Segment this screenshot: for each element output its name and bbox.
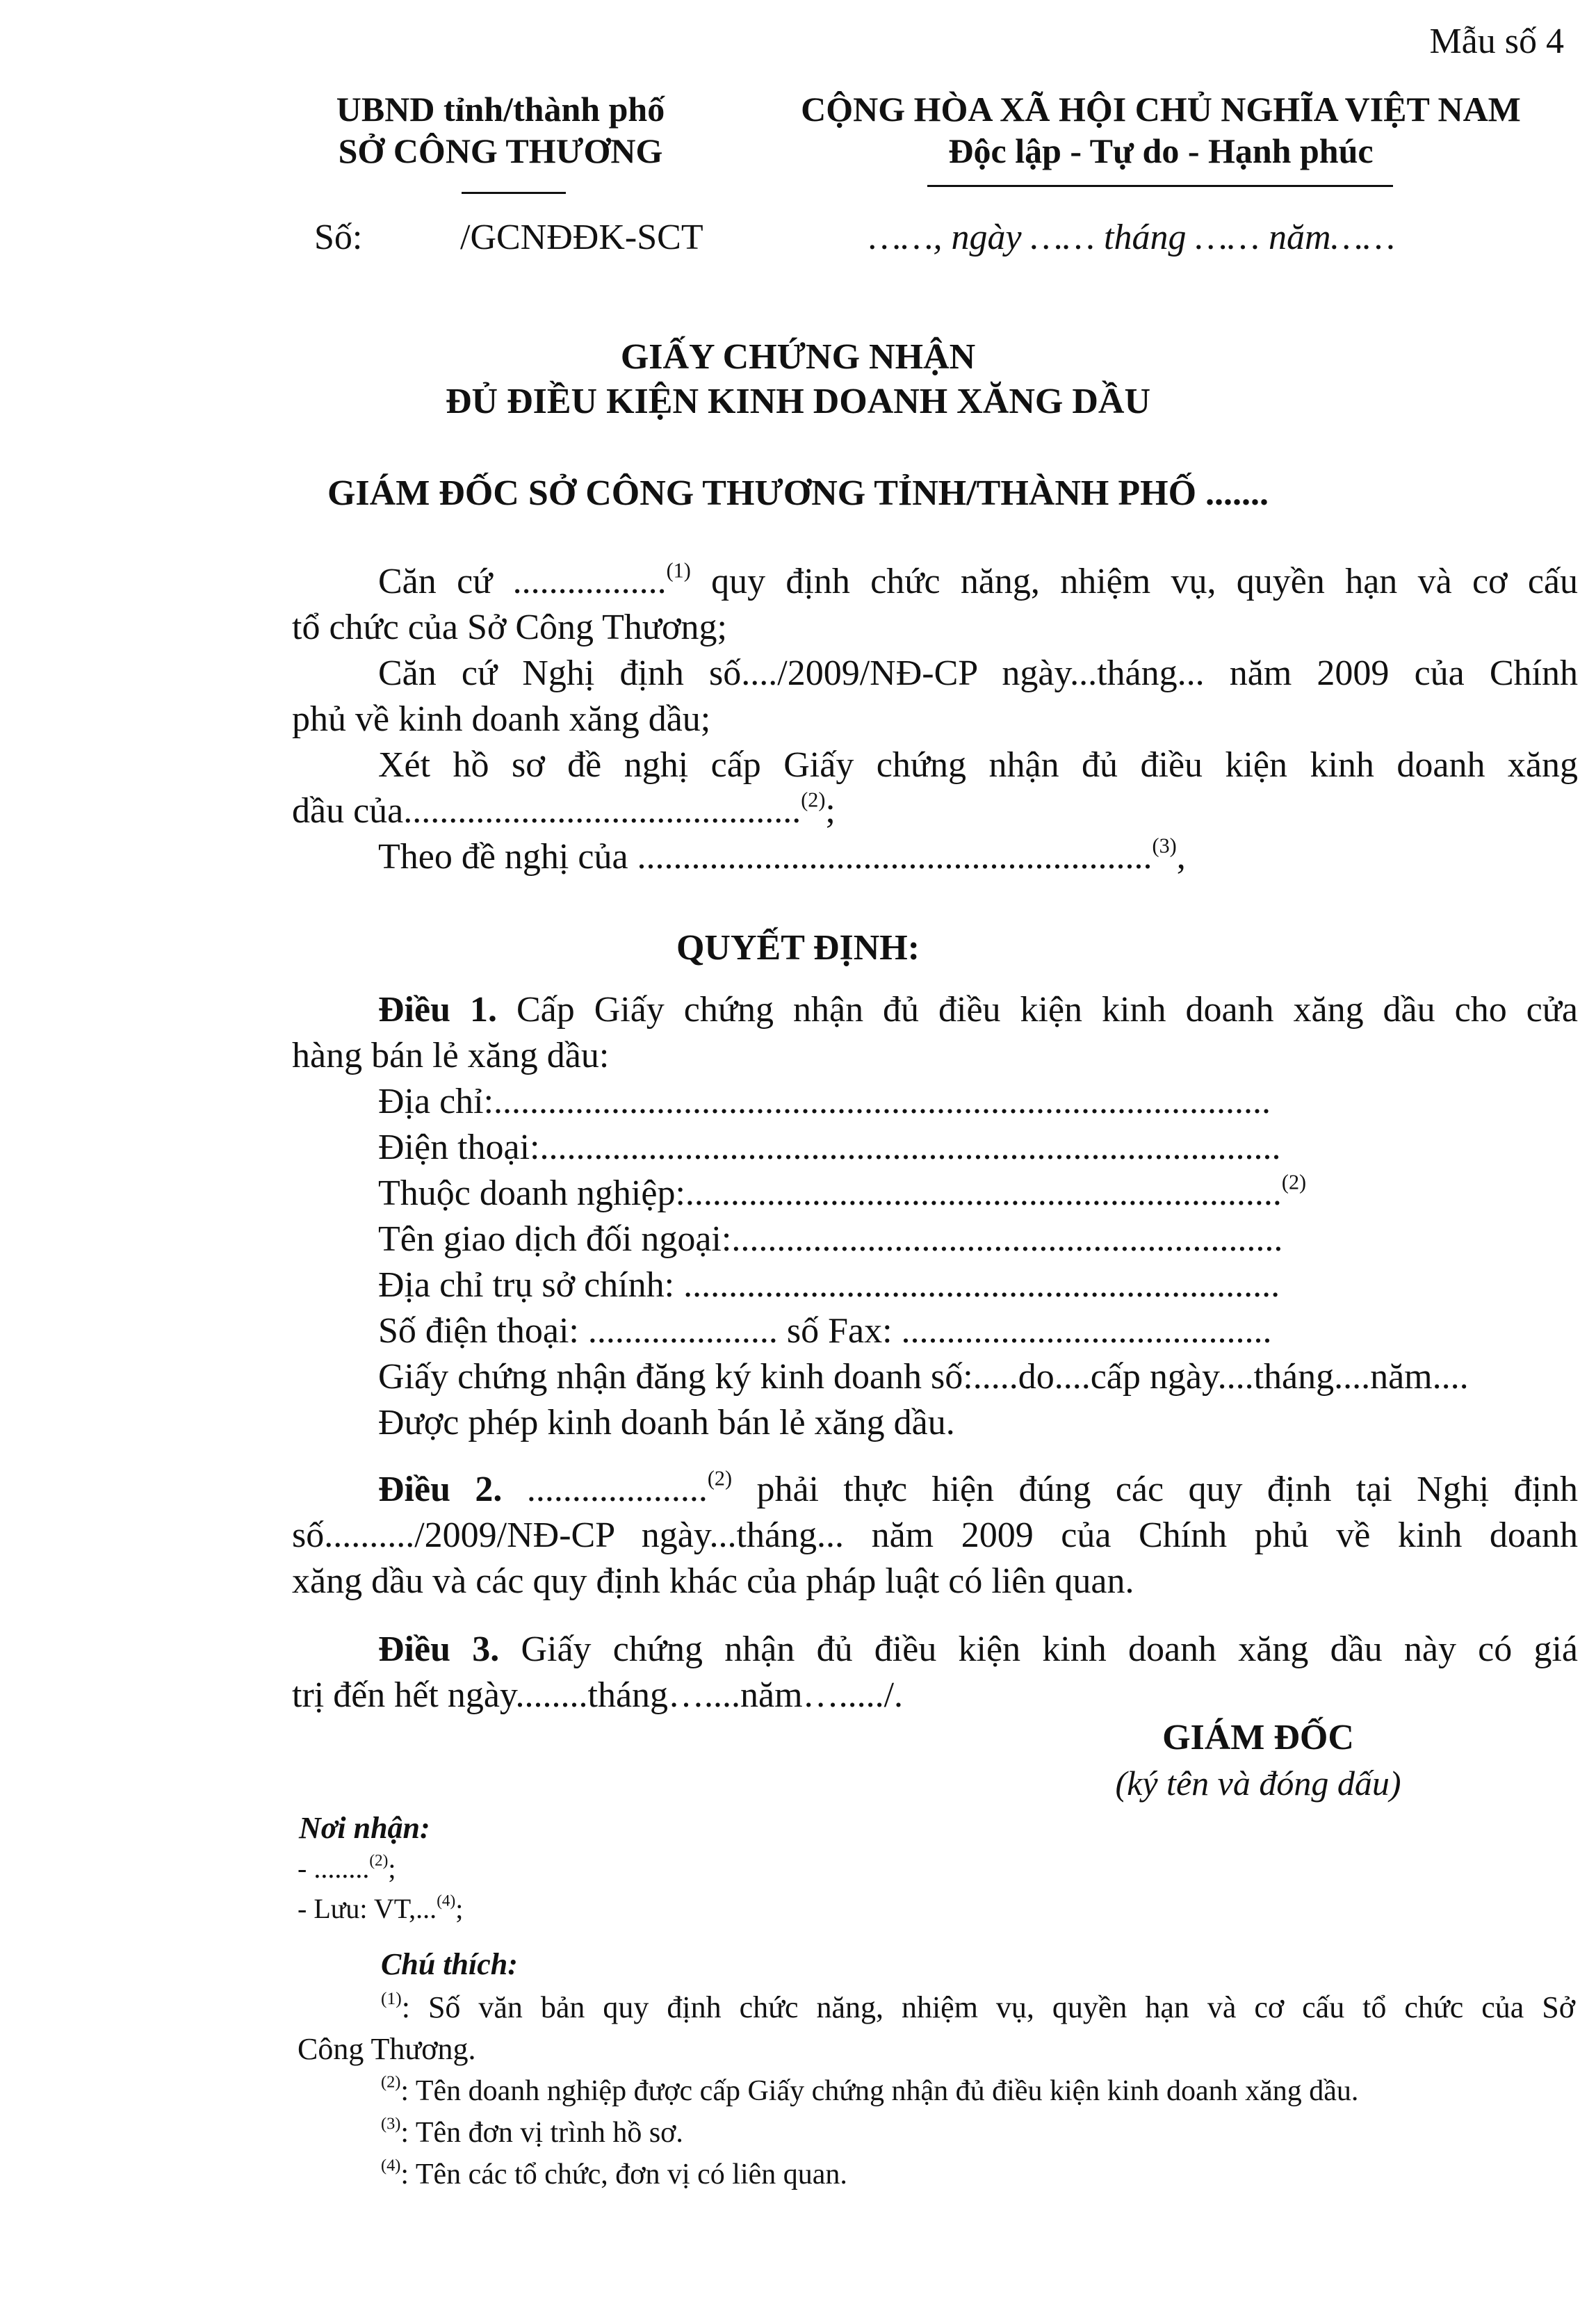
signature-title: GIÁM ĐỐC bbox=[1162, 1718, 1354, 1757]
note-1 bbox=[298, 1987, 1575, 2029]
article-1-text: Cấp Giấy chứng nhận đủ điều kiện kinh doanh xăng dầu cho cửa bbox=[516, 990, 1579, 1030]
header-left-rule bbox=[462, 192, 566, 194]
note-4 bbox=[298, 2154, 1575, 2195]
note-2-text: : Tên doanh nghiệp được cấp Giấy chứng nhận đủ điều kiện kinh doanh xăng dầu. bbox=[400, 2075, 1359, 2107]
recipient-item-2 bbox=[298, 1892, 463, 1925]
article-2-text: phải thực hiện đúng các quy định tại Nghị định bbox=[756, 1470, 1579, 1509]
field-head-office: Địa chỉ trụ sở chính: .................................................................. bbox=[378, 1265, 1280, 1305]
footnote-ref-2: (2) bbox=[707, 1466, 733, 1490]
article-3-label: Điều 3. bbox=[378, 1629, 500, 1669]
preamble-line-4: phủ về kinh doanh xăng dầu; bbox=[292, 699, 711, 739]
article-1-label: Điều 1. bbox=[378, 990, 497, 1030]
form-number: Mẫu số 4 bbox=[1429, 22, 1564, 61]
article-2 bbox=[292, 1467, 1578, 1604]
document-number-code: /GCNĐĐK-SCT bbox=[460, 218, 703, 257]
preamble-line-3: Căn cứ Nghị định số..../2009/NĐ-CP ngày...tháng... năm 2009 của Chính bbox=[378, 653, 1578, 693]
punctuation: ; bbox=[455, 1893, 464, 1924]
article-3-line-1 bbox=[292, 1627, 1578, 1673]
preamble-line-5: Xét hồ sơ đề nghị cấp Giấy chứng nhận đủ điều kiện kinh doanh xăng bbox=[378, 745, 1578, 785]
article-3 bbox=[292, 1627, 1578, 1718]
punctuation: ; bbox=[388, 1853, 396, 1884]
footnote-ref-3: (3) bbox=[1152, 834, 1177, 858]
issuing-authority: GIÁM ĐỐC SỞ CÔNG THƯƠNG TỈNH/THÀNH PHỐ ....... bbox=[327, 473, 1269, 513]
preamble-line-2: tổ chức của Sở Công Thương; bbox=[292, 608, 728, 647]
article-2-line-2: số........../2009/NĐ-CP ngày...tháng... năm 2009 của Chính phủ về kinh doanh bbox=[292, 1515, 1578, 1555]
field-foreign-name: Tên giao dịch đối ngoại:............................................................. bbox=[378, 1219, 1283, 1259]
national-motto: Độc lập - Tự do - Hạnh phúc bbox=[948, 131, 1374, 170]
preamble-line-6 bbox=[292, 788, 1578, 834]
field-permission: Được phép kinh doanh bán lẻ xăng dầu. bbox=[378, 1403, 955, 1442]
preamble-legal-basis-1-cont: quy định chức năng, nhiệm vụ, quyền hạn và cơ cấu bbox=[711, 562, 1579, 601]
footnote-ref-4: (4) bbox=[437, 1892, 456, 1910]
footnote-ref-1: (1) bbox=[666, 558, 691, 583]
notes bbox=[298, 1987, 1575, 2195]
note-4-marker: (4) bbox=[381, 2156, 401, 2175]
note-3 bbox=[298, 2112, 1575, 2154]
note-3-marker: (3) bbox=[381, 2114, 401, 2133]
article-1 bbox=[292, 987, 1578, 1446]
article-1-line-1 bbox=[292, 987, 1578, 1033]
recipient-item-1 bbox=[298, 1852, 396, 1885]
article-2-label: Điều 2. bbox=[378, 1470, 503, 1509]
article-2-blank: .................... bbox=[526, 1470, 708, 1509]
applicant-blank: dầu của............................................ bbox=[292, 791, 801, 831]
recipient-item-1-text: - ........ bbox=[298, 1853, 370, 1884]
note-2 bbox=[298, 2070, 1575, 2112]
footnote-ref-2: (2) bbox=[801, 788, 826, 812]
notes-heading: Chú thích: bbox=[381, 1947, 518, 1981]
note-1-cont: Công Thương. bbox=[298, 2032, 476, 2066]
field-business-registration: Giấy chứng nhận đăng ký kinh doanh số:.....do....cấp ngày....tháng....năm.... bbox=[378, 1357, 1469, 1397]
national-title: CỘNG HÒA XÃ HỘI CHỦ NGHĨA VIỆT NAM bbox=[801, 90, 1521, 129]
footnote-ref-2: (2) bbox=[1281, 1170, 1307, 1194]
preamble-line-7 bbox=[292, 834, 1578, 880]
note-2-marker: (2) bbox=[381, 2072, 401, 2092]
note-1-marker: (1) bbox=[381, 1987, 402, 2008]
document-subtitle: ĐỦ ĐIỀU KIỆN KINH DOANH XĂNG DẦU bbox=[445, 382, 1151, 421]
date-line: ……, ngày …… tháng …… năm…… bbox=[869, 218, 1395, 257]
decision-heading: QUYẾT ĐỊNH: bbox=[676, 928, 920, 968]
article-3-text: Giấy chứng nhận đủ điều kiện kinh doanh xăng dầu này có giá bbox=[521, 1629, 1579, 1669]
preamble bbox=[292, 559, 1578, 880]
preamble-legal-basis-1: Căn cứ ................. bbox=[378, 562, 667, 601]
field-enterprise-text: Thuộc doanh nghiệp:.................................................................. bbox=[378, 1173, 1282, 1213]
note-1-text: : Số văn bản quy định chức năng, nhiệm vụ, quyền hạn và cơ cấu tổ chức của Sở bbox=[401, 1990, 1575, 2024]
article-3-line-2: trị đến hết ngày........tháng…....năm…...../. bbox=[292, 1675, 904, 1715]
issuing-province: UBND tỉnh/thành phố bbox=[336, 90, 665, 129]
field-phone: Điện thoại:.................................................................................. bbox=[378, 1128, 1281, 1167]
field-enterprise bbox=[292, 1171, 1578, 1217]
recipient-item-2-text: - Lưu: VT,... bbox=[298, 1893, 437, 1924]
field-address: Địa chỉ:...................................................................................... bbox=[378, 1082, 1271, 1121]
issuing-department: SỞ CÔNG THƯƠNG bbox=[338, 131, 663, 170]
recipients-heading: Nơi nhận: bbox=[299, 1811, 430, 1845]
punctuation: ; bbox=[825, 791, 836, 831]
document-title: GIẤY CHỨNG NHẬN bbox=[620, 337, 976, 377]
note-3-text: : Tên đơn vị trình hồ sơ. bbox=[400, 2117, 683, 2149]
article-2-line-1 bbox=[292, 1467, 1578, 1513]
header-right-rule bbox=[927, 185, 1393, 187]
signature-note: (ký tên và đóng dấu) bbox=[1115, 1764, 1401, 1803]
article-2-line-3: xăng dầu và các quy định khác của pháp luật có liên quan. bbox=[292, 1561, 1134, 1601]
preamble-line-1 bbox=[292, 559, 1578, 605]
proposer-blank: Theo đề nghị của ......................................................... bbox=[378, 837, 1153, 877]
punctuation: , bbox=[1176, 837, 1186, 877]
article-1-line-2: hàng bán lẻ xăng dầu: bbox=[292, 1036, 610, 1075]
field-phone-fax: Số điện thoại: ..................... số Fax: ......................................... bbox=[378, 1311, 1272, 1351]
footnote-ref-2: (2) bbox=[369, 1851, 389, 1870]
document-number-label: Số: bbox=[314, 218, 363, 257]
note-4-text: : Tên các tổ chức, đơn vị có liên quan. bbox=[400, 2159, 847, 2190]
